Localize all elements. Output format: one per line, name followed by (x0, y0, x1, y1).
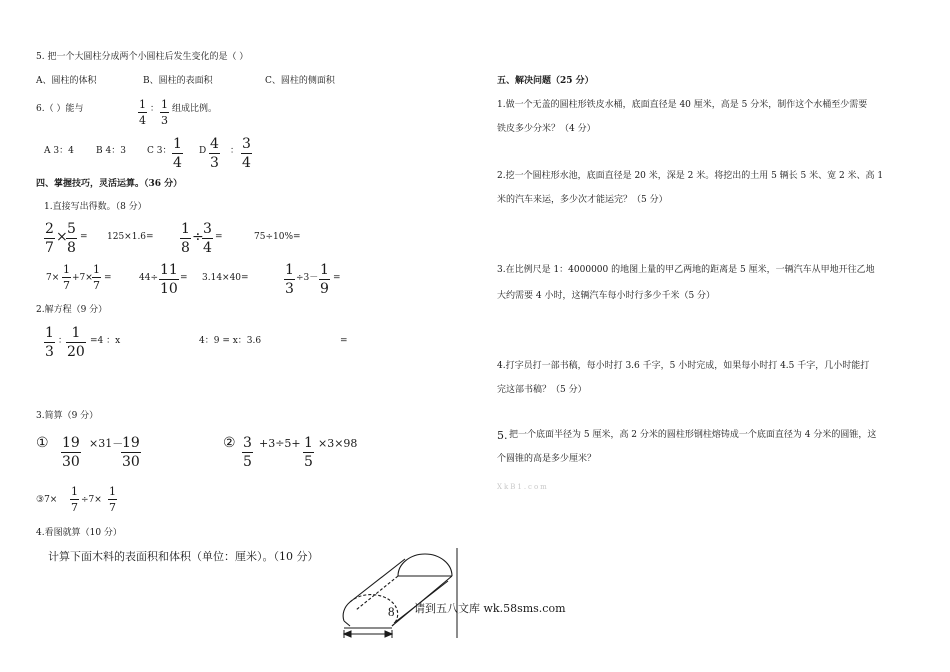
calc-5-fraction-a: $\frac{1}{7}$ (63, 263, 70, 292)
q6-fraction-2: $\frac{1}{3}$ (161, 98, 168, 127)
wood-block-figure (336, 548, 460, 638)
equation-1-colon: ： (58, 336, 68, 346)
calc-1-equals: = (80, 232, 88, 242)
problem-5-number: 5. (497, 429, 508, 442)
problem-3-line-2: 大约需要 4 小时，这辆汽车每小时行多少千米（5 分） (497, 291, 716, 301)
calc-8-equals: = (333, 273, 341, 283)
section-4-part-3: 3.简算（9 分） (36, 411, 99, 421)
calc-5-fraction-b: $\frac{1}{7}$ (93, 263, 100, 292)
section-4-part-4-instruction: 计算下面木料的表面积和体积（单位：厘米）。（10 分） (48, 550, 319, 563)
q6-fraction-1: $\frac{1}{4}$ (139, 98, 146, 127)
calc-5-equals: = (104, 273, 112, 283)
problem-4-line-2: 完这部书稿？（5 分） (497, 385, 587, 395)
simplify-3-fraction-a: $\frac{1}{7}$ (71, 485, 78, 514)
q5-option-b: B、圆柱的表面积 (143, 76, 213, 86)
q6-option-d-colon: ： (230, 146, 240, 156)
q5-option-c: C、圆柱的侧面积 (265, 76, 335, 86)
problem-3-line-1: 3.在比例尺是 1：4000000 的地图上量的甲乙两地的距离是 5 厘米，一辆汽车从甲地开往乙地 (497, 265, 875, 275)
calc-2: 125×1.6= (107, 232, 154, 242)
simplify-2-mid: +3÷5+ (259, 437, 301, 450)
problem-2-line-2: 米的汽车来运，多少次才能运完？（5 分） (497, 195, 668, 205)
q5-option-a: A、圆柱的体积 (36, 76, 97, 86)
front-base-solid (344, 621, 350, 626)
back-arch (398, 554, 452, 576)
problem-5-line-1: 把一个底面半径为 5 厘米，高 2 分米的圆柱形钢柱熔铸成一个底面直径为 4 分米的圆锥，这 (509, 430, 877, 440)
calc-3-divide: ÷ (192, 229, 204, 245)
calc-4: 75÷10%= (254, 232, 301, 242)
section-5-title: 五、解决问题（25 分） (497, 76, 594, 86)
simplify-2-fraction-b: $\frac{1}{5}$ (304, 435, 313, 470)
calc-6-prefix: 44÷ (139, 273, 158, 283)
q6-option-d: D (199, 146, 207, 156)
equation-3: = (340, 336, 348, 346)
dim-arrow-right (385, 631, 392, 637)
equation-2: 4：9 = x：3.6 (199, 336, 262, 346)
q6-colon: ： (150, 104, 160, 114)
calc-5-prefix: 7× (46, 273, 60, 283)
simplify-3-prefix: ③7× (36, 495, 58, 505)
calc-6-equals: = (180, 273, 188, 283)
calc-7: 3.14×40= (202, 273, 249, 283)
calc-6-fraction: $\frac{11}{10}$ (160, 262, 178, 297)
q6-prefix: 6.（ ）能与 (36, 104, 84, 114)
section-4-title: 四、掌握技巧，灵活运算。（36 分） (36, 179, 183, 189)
q6-option-d-fraction-2: $\frac{3}{4}$ (242, 136, 251, 171)
footer-text: 请到五八文库 wk.58sms.com (414, 602, 566, 615)
dimension-label: 8 (388, 604, 395, 619)
problem-4-line-1: 4.打字员打一部书稿，每小时打 3.6 千字，5 小时完成，如果每小时打 4.5 千字，几小时能打 (497, 361, 870, 371)
q5-title: 5. 把一个大圆柱分成两个小圆柱后发生变化的是（ ） (36, 52, 249, 62)
problem-1-line-2: 铁皮多少分米？（4 分） (497, 124, 596, 134)
top-edge (350, 559, 405, 602)
section-4-part-2: 2.解方程（9 分） (36, 305, 108, 315)
simplify-3-fraction-b: $\frac{1}{7}$ (109, 485, 116, 514)
problem-2-line-1: 2.挖一个圆柱形水池，底面直径是 20 米，深是 2 米。将挖出的土用 5 辆长 5 米、宽 2 米、高 1 (497, 171, 884, 181)
simplify-2-rest: ×3×98 (318, 437, 358, 450)
watermark: XkB1.com (497, 483, 549, 491)
calc-8-fraction-b: $\frac{1}{9}$ (320, 262, 329, 297)
simplify-2-fraction-a: $\frac{3}{5}$ (243, 435, 252, 470)
simplify-3-mid: ÷7× (81, 495, 102, 505)
simplify-1-marker: ① (36, 435, 49, 451)
problem-1-line-1: 1.做一个无盖的圆柱形铁皮水桶，底面直径是 40 厘米，高是 5 分米，制作这个水桶至少需要 (497, 100, 868, 110)
equation-1-rest: =4 ：x (90, 336, 121, 346)
calc-1-fraction-b: $\frac{5}{8}$ (67, 221, 76, 256)
simplify-2-marker: ② (223, 435, 236, 451)
front-arch (343, 602, 350, 621)
q6-option-c-fraction: $\frac{1}{4}$ (173, 136, 182, 171)
q6-option-b: B 4：3 (96, 146, 126, 156)
section-4-part-4: 4.看图就算（10 分） (36, 528, 122, 538)
equation-1-fraction-a: $\frac{1}{3}$ (45, 325, 54, 360)
problem-5-line-2: 个圆锥的高是多少厘米？ (497, 454, 597, 464)
simplify-1-mid: ×31－ (89, 437, 124, 450)
calc-8-fraction-a: $\frac{1}{3}$ (285, 262, 294, 297)
calc-3-fraction-b: $\frac{3}{4}$ (203, 221, 212, 256)
calc-1-fraction-a: $\frac{2}{7}$ (45, 221, 54, 256)
calc-8-mid: ÷3－ (296, 273, 319, 283)
simplify-1-fraction-a: $\frac{19}{30}$ (62, 435, 80, 470)
simplify-1-fraction-b: $\frac{19}{30}$ (122, 435, 140, 470)
calc-5-mid: +7× (72, 273, 93, 283)
calc-1-times: × (56, 229, 68, 245)
calc-3-fraction-a: $\frac{1}{8}$ (181, 221, 190, 256)
calc-3-equals: = (215, 232, 223, 242)
section-4-part-1: 1.直接写出得数。（8 分） (44, 202, 147, 212)
q6-option-d-fraction-1: $\frac{4}{3}$ (210, 136, 219, 171)
q6-option-c: C 3： (147, 146, 172, 156)
q6-option-a: A 3：4 (44, 146, 74, 156)
q6-suffix: 组成比例。 (172, 104, 218, 114)
equation-1-fraction-b: $\frac{1}{20}$ (67, 325, 85, 360)
dim-arrow-left (344, 631, 351, 637)
